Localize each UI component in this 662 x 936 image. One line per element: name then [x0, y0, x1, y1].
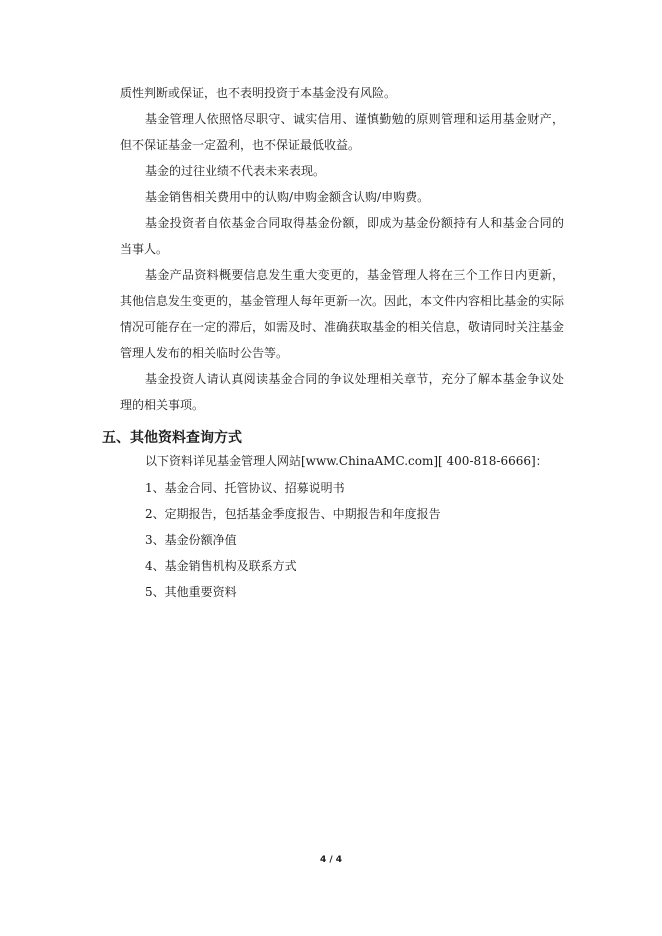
paragraph-sales-fee: 基金销售相关费用中的认购/申购金额含认购/申购费。 [145, 190, 430, 204]
list-item: 5、其他重要资料 [145, 585, 237, 599]
paragraph-manager-duty: 基金管理人依照恪尽职守、诚实信用、谨慎勤勉的原则管理和运用基金财产，但不保证基金一定盈利，也不保证最低收益。 [120, 112, 564, 152]
page-number: 4 / 4 [319, 855, 343, 865]
paragraph-update-notice: 基金产品资料概要信息发生重大变更的，基金管理人将在三个工作日内更新，其他信息发生变更的，基金管理人每年更新一次。因此，本文件内容相比基金的实际情况可能存在一定的滞后，如需及时、准确获取基金的相关信息，敬请同时关注基金管理人发布的相关临时公告等。 [120, 268, 565, 360]
list-item: 4、基金销售机构及联系方式 [145, 559, 297, 573]
paragraph-dispute: 基金投资人请认真阅读基金合同的争议处理相关章节，充分了解本基金争议处理的相关事项。 [120, 372, 564, 412]
section-heading: 五、其他资料查询方式 [102, 430, 242, 446]
paragraph-investor-status: 基金投资者自依基金合同取得基金份额，即成为基金份额持有人和基金合同的当事人。 [120, 216, 564, 256]
paragraph-past-performance: 基金的过往业绩不代表未来表现。 [145, 164, 326, 178]
list-item: 2、定期报告，包括基金季度报告、中期报告和年度报告 [145, 507, 441, 521]
list-item: 3、基金份额净值 [145, 533, 237, 547]
paragraph-continuation: 质性判断或保证，也不表明投资于本基金没有风险。 [120, 86, 397, 100]
section-intro: 以下资料详见基金管理人网站[www.ChinaAMC.com][ 400-818-6666]： [145, 454, 548, 468]
list-item: 1、基金合同、托管协议、招募说明书 [145, 481, 345, 495]
